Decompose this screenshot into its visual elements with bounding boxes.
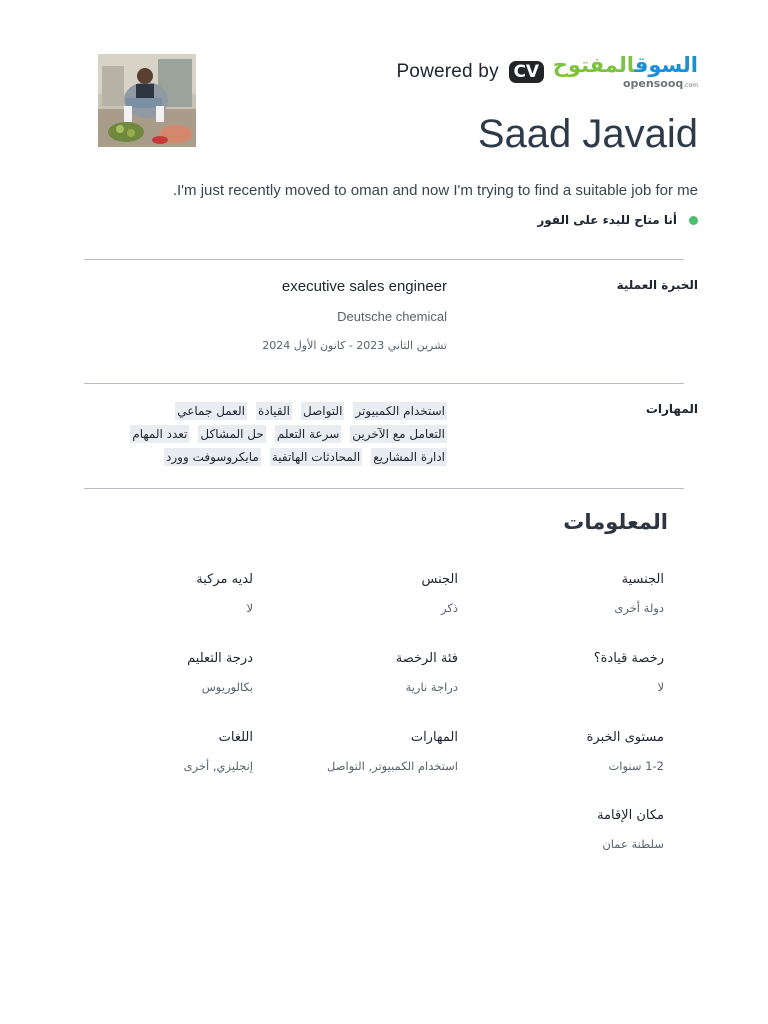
skill-tag: العمل جماعي <box>177 404 246 418</box>
info-value: لا <box>246 601 253 615</box>
powered-by-text: Powered by <box>396 61 499 82</box>
info-field-license-category <box>258 651 458 694</box>
info-label: رخصة قيادة؟ <box>593 651 664 666</box>
info-field-nationality <box>464 572 664 615</box>
skill-tag: التعامل مع الآخرين <box>352 427 445 441</box>
info-value: دراجة نارية <box>405 680 458 694</box>
info-label: اللغات <box>218 730 253 745</box>
divider <box>84 383 684 384</box>
info-field-driving-license <box>464 651 664 694</box>
info-value: إنجليزي, أخرى <box>183 759 253 773</box>
skill-tag: ادارة المشاريع <box>373 450 445 464</box>
info-label: الجنس <box>421 572 458 587</box>
info-value: سلطنة عمان <box>602 837 664 851</box>
availability-text: أنا متاح للبدء على الفور <box>537 213 677 227</box>
cv-badge: CV <box>509 61 544 83</box>
skills-section-label: المهارات <box>645 402 698 416</box>
logo-ar-part1: السوق <box>634 53 698 77</box>
profile-photo <box>98 54 196 147</box>
logo-en: opensooq <box>623 77 684 90</box>
availability-dot-icon <box>689 216 698 225</box>
info-label: لديه مركبة <box>196 572 253 587</box>
experience-section-label: الخبرة العملية <box>616 278 698 292</box>
skill-tag: حل المشاكل <box>200 427 264 441</box>
divider <box>84 259 684 260</box>
skill-tag: التواصل <box>302 404 343 418</box>
logo-en-suffix: .com <box>683 82 698 89</box>
skill-tag: المحادثات الهاتفية <box>271 450 361 464</box>
info-label: فئة الرخصة <box>395 651 458 666</box>
divider <box>84 488 684 489</box>
skill-tag: سرعة التعلم <box>276 427 340 441</box>
info-section-title: المعلومات <box>563 510 668 534</box>
info-label: مستوى الخبرة <box>586 730 664 745</box>
info-field-languages <box>53 730 253 773</box>
info-value: 1-2 سنوات <box>608 759 664 773</box>
skill-tag: تعدد المهام <box>132 427 188 441</box>
info-value: بكالوريوس <box>201 680 253 694</box>
info-value: استخدام الكمبيوتر, التواصل <box>327 759 458 773</box>
info-field-residence <box>464 808 664 851</box>
info-label: مكان الإقامة <box>597 808 664 823</box>
opensooq-logo <box>553 55 698 89</box>
info-field-gender <box>258 572 458 615</box>
info-label: الجنسية <box>621 572 664 587</box>
skill-tag: استخدام الكمبيوتر <box>355 404 445 418</box>
info-value: دولة أخرى <box>614 601 664 615</box>
info-label: المهارات <box>410 730 458 745</box>
profile-name: Saad Javaid <box>477 112 698 156</box>
skill-tag: مايكروسوفت وورد <box>166 450 259 464</box>
info-value: ذكر <box>441 601 458 615</box>
profile-bio: I'm just recently moved to oman and now I'm trying to find a suitable job for me. <box>172 182 698 199</box>
job-dates: تشرين الثاني 2023 - كانون الأول 2024 <box>262 339 447 352</box>
job-title: executive sales engineer <box>281 278 447 295</box>
brand-header <box>396 52 698 92</box>
info-field-education <box>53 651 253 694</box>
company-name: Deutsche chemical <box>337 309 447 324</box>
info-value: لا <box>657 680 664 694</box>
logo-ar-part2: المفتوح <box>552 53 635 77</box>
skill-tag: القيادة <box>258 404 290 418</box>
availability-status <box>537 213 698 227</box>
info-label: درجة التعليم <box>187 651 253 666</box>
info-field-has-vehicle <box>53 572 253 615</box>
info-field-skills <box>258 730 458 773</box>
info-field-experience-level <box>464 730 664 773</box>
skills-list <box>102 402 447 466</box>
